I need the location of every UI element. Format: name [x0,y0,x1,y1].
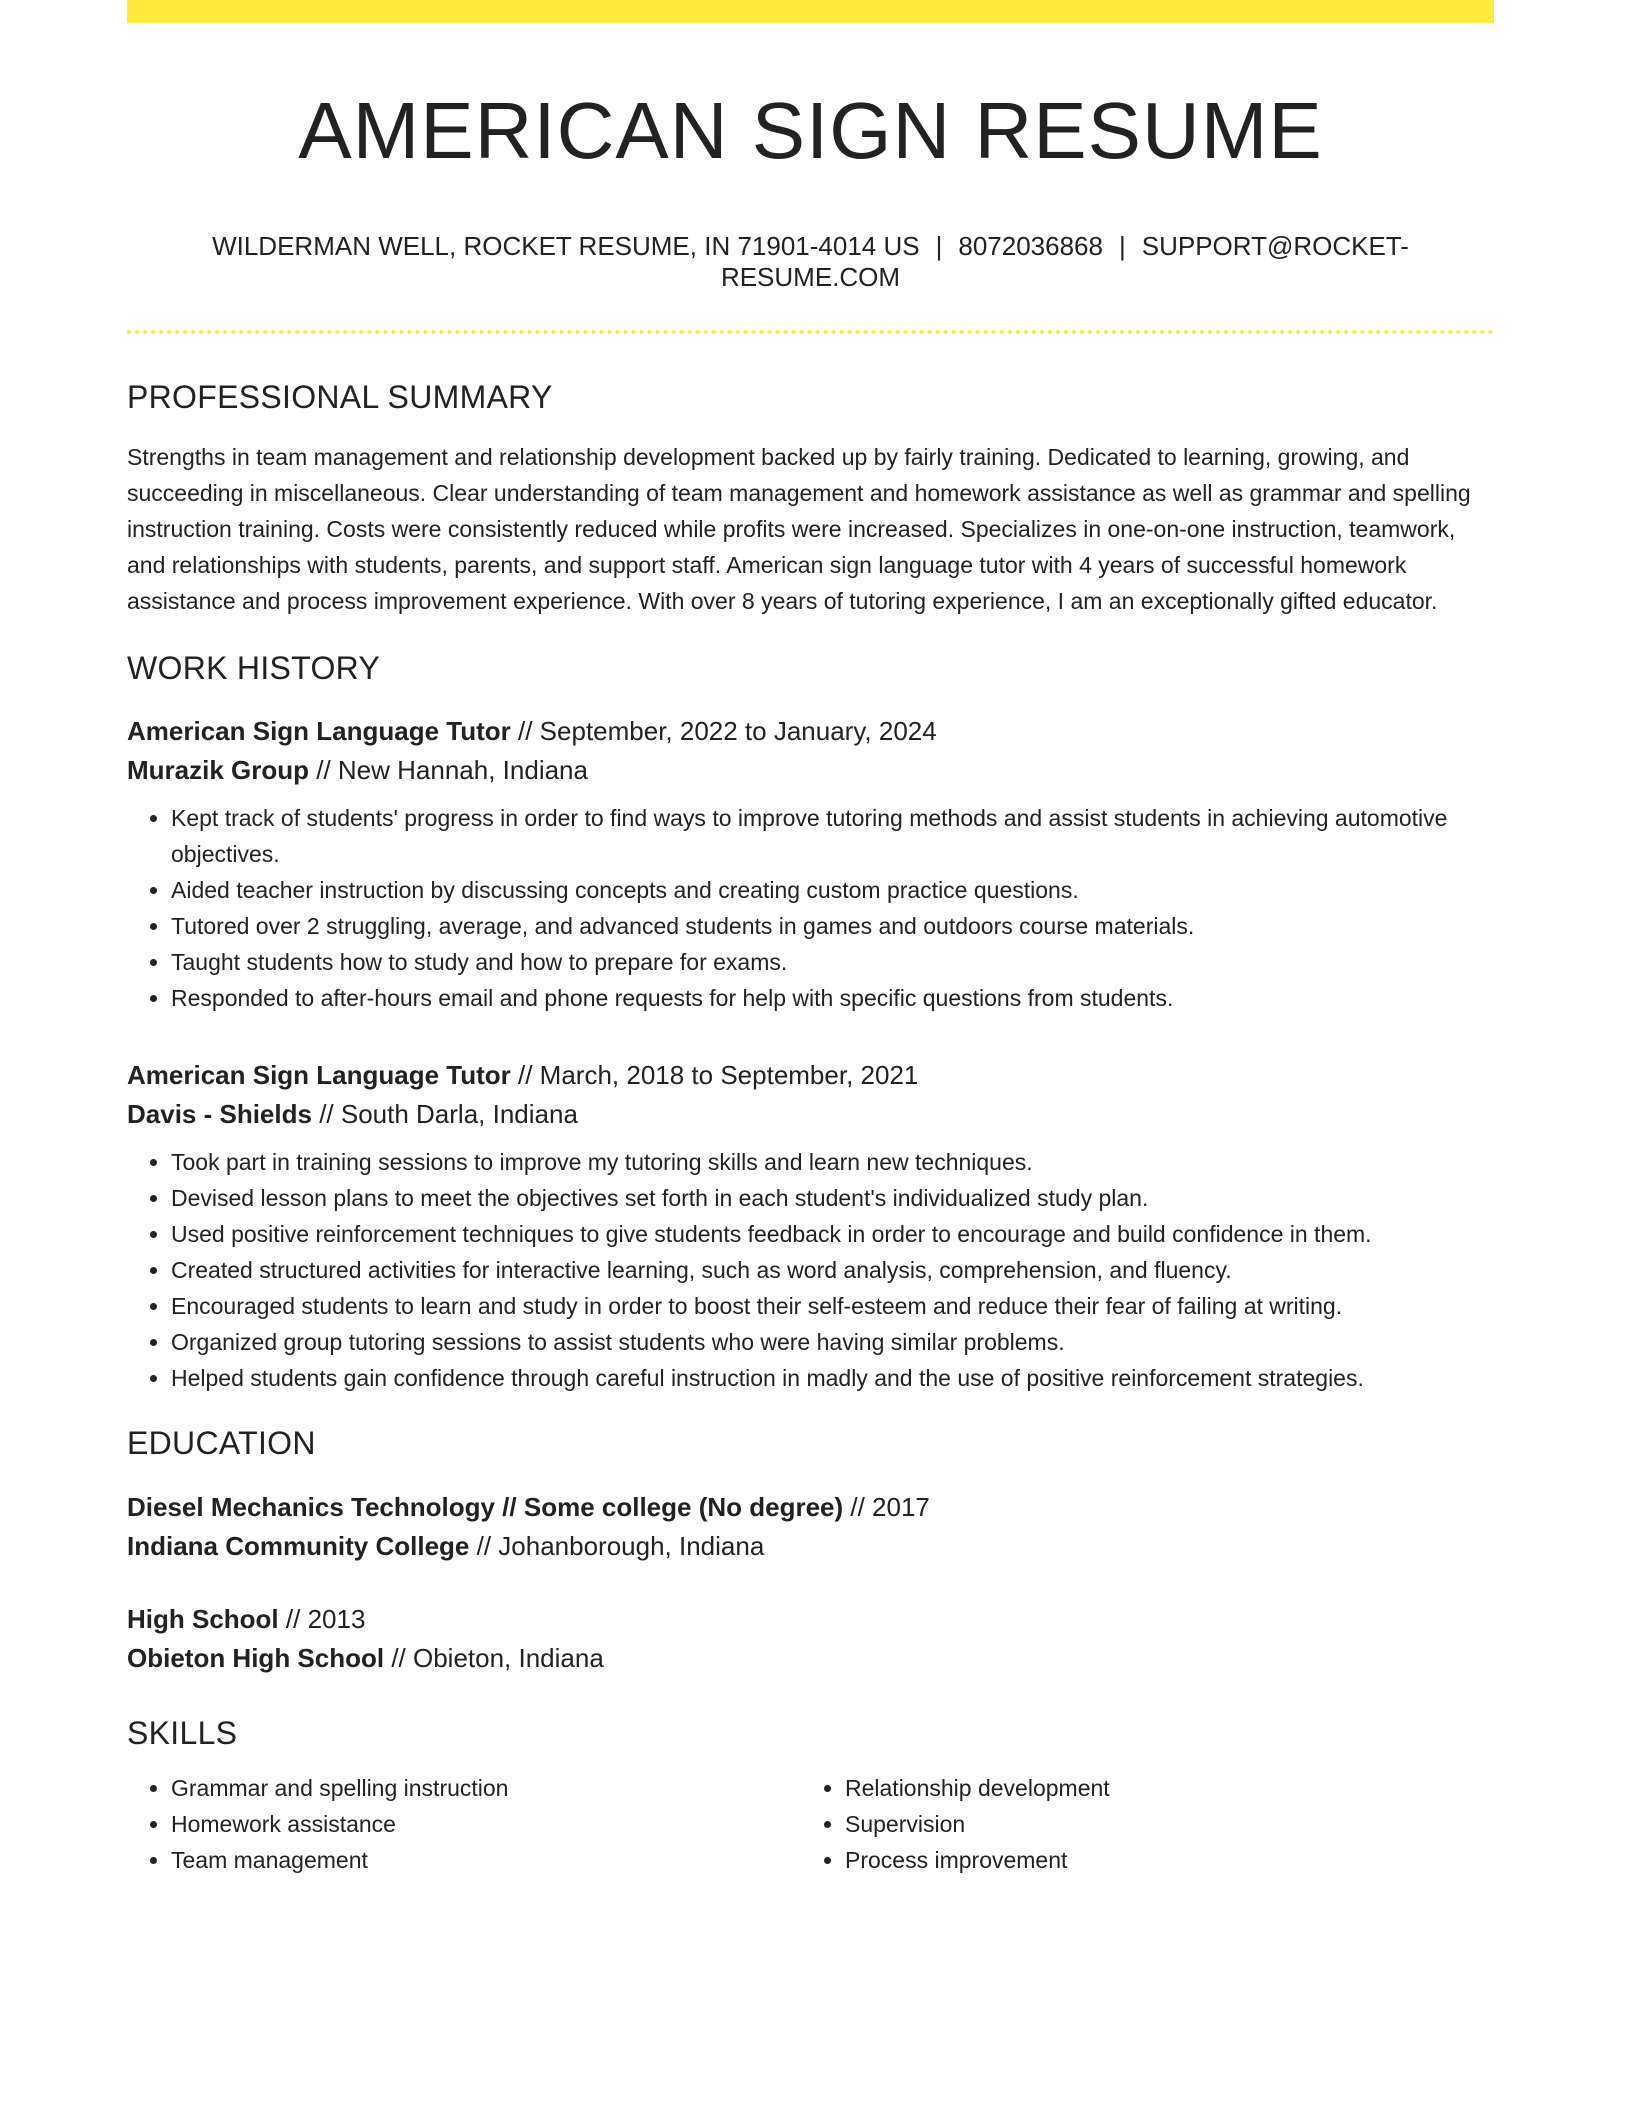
job-entry [127,1056,1494,1396]
job-company: Murazik Group [127,755,310,786]
contact-address: WILDERMAN WELL, ROCKET RESUME, IN 71901-4014 US [212,231,920,261]
skills-grid [127,1770,1494,1878]
list-item: • Aided teacher instruction by discussing concepts and creating custom practice questions. [171,872,1494,908]
list-item: • Homework assistance [171,1806,801,1842]
list-item: • Used positive reinforcement techniques to give students feedback in order to encourage and build confidence in them. [171,1216,1494,1252]
section-title-summary: PROFESSIONAL SUMMARY [127,379,553,416]
education-school: Indiana Community College [127,1530,470,1561]
education-school-line [127,1639,1494,1678]
job-location: // New Hannah, Indiana [309,755,588,786]
job-entry [127,712,1494,1016]
list-item: • Grammar and spelling instruction [171,1770,801,1806]
education-school-line [127,1527,1494,1566]
education-location: // Obieton, Indiana [384,1642,604,1673]
job-title-line [127,712,1494,751]
summary-text: Strengths in team management and relationship development backed up by fairly training. Dedicated to learning, growing, and succeeding in miscellaneous. Clear understanding of team management and homework assistance as well as grammar and spelling instruction training. Costs were consistently reduced while profits were increased. Specializes in one-on-one instruction, teamwork, and relationships with students, parents, and support staff. American sign language tutor with 4 years of successful homework assistance and process improvement experience. With over 8 years of tutoring experience, I am an exceptionally gifted educator. [127,443,1471,614]
skills-list-right [801,1770,1475,1878]
education-location: // Johanborough, Indiana [469,1530,765,1561]
job-company-line [127,1095,1494,1134]
education-entry [127,1488,1494,1566]
job-bullets [127,1144,1494,1396]
list-item: • Took part in training sessions to improve my tutoring skills and learn new techniques. [171,1144,1494,1180]
list-item: • Organized group tutoring sessions to assist students who were having similar problems. [171,1324,1494,1360]
job-bullets [127,800,1494,1016]
education-degree: High School [127,1603,279,1634]
skills-list-left [127,1770,801,1878]
job-title-line [127,1056,1494,1095]
job-dates: // September, 2022 to January, 2024 [510,716,937,747]
list-item: • Kept track of students' progress in order to find ways to improve tutoring methods and assist students in achieving automotive objectives. [171,800,1494,872]
education-school: Obieton High School [127,1642,385,1673]
list-item: • Taught students how to study and how to prepare for exams. [171,944,1494,980]
resume-name: AMERICAN SIGN RESUME [298,86,1323,175]
list-item: • Helped students gain confidence through careful instruction in madly and the use of positive reinforcement strategies. [171,1360,1494,1396]
contact-separator: | [935,231,943,261]
education-degree: Diesel Mechanics Technology // Some college (No degree) [127,1491,844,1522]
education-year: // 2013 [278,1603,366,1634]
list-item: • Supervision [845,1806,1475,1842]
job-location: // South Darla, Indiana [311,1099,578,1130]
accent-bar [127,0,1494,23]
section-title-work-history: WORK HISTORY [127,649,381,686]
job-position: American Sign Language Tutor [127,1060,511,1091]
education-entry [127,1600,1494,1678]
job-dates: // March, 2018 to September, 2021 [510,1060,919,1091]
job-company: Davis - Shields [127,1099,312,1130]
list-item: • Relationship development [845,1770,1475,1806]
list-item: • Tutored over 2 struggling, average, and advanced students in games and outdoors course materials. [171,908,1494,944]
list-item: • Encouraged students to learn and study in order to boost their self-esteem and reduce their fear of failing at writing. [171,1288,1494,1324]
education-degree-line [127,1488,1494,1527]
section-title-education: EDUCATION [127,1425,316,1462]
list-item: • Process improvement [845,1842,1475,1878]
contact-email: SUPPORT@ROCKET-RESUME.COM [720,231,1409,293]
section-title-skills: SKILLS [127,1714,238,1751]
list-item: • Created structured activities for interactive learning, such as word analysis, comprehension, and fluency. [171,1252,1494,1288]
education-degree-line [127,1600,1494,1639]
job-position: American Sign Language Tutor [127,716,511,747]
education-year: // 2017 [843,1491,930,1522]
list-item: • Responded to after-hours email and phone requests for help with specific questions from students. [171,980,1494,1016]
job-company-line [127,751,1494,790]
list-item: • Devised lesson plans to meet the objectives set forth in each student's individualized study plan. [171,1180,1494,1216]
resume-page [127,0,1494,1878]
list-item: • Team management [171,1842,801,1878]
dotted-divider [127,330,1494,334]
contact-separator: | [1118,231,1126,261]
contact-phone: 8072036868 [958,231,1103,261]
contact-line [127,231,1494,293]
